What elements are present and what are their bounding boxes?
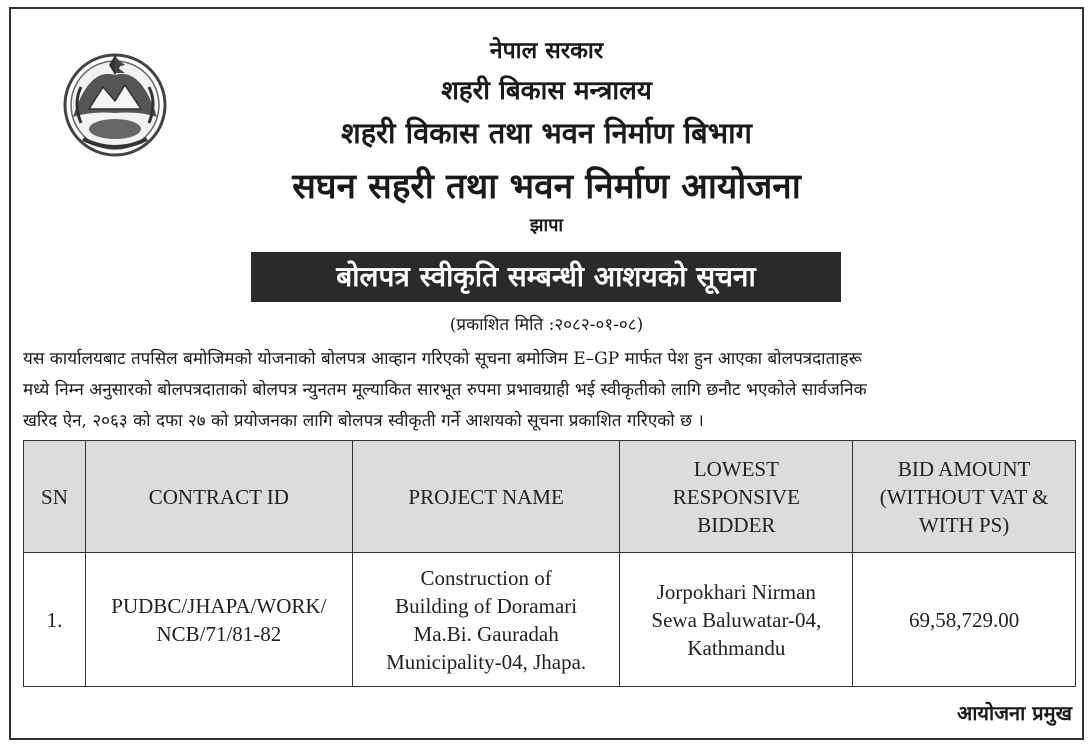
cell-bid-amount: 69,58,729.00 bbox=[853, 553, 1076, 687]
notice-frame bbox=[9, 7, 1084, 740]
published-date: (प्रकाशित मिति :२०८२-०१-०८) bbox=[449, 315, 644, 335]
notice-paragraph-line: खरिद ऐन, २०६३ को दफा २७ को प्रयोजनका लागि बोलपत्र स्वीकृती गर्ने आशयको सूचना प्रकाशित गरिएको छ । bbox=[23, 411, 704, 431]
notice-title-banner: बोलपत्र स्वीकृति सम्बन्धी आशयको सूचना bbox=[251, 252, 841, 302]
column-header-lowest-responsive-bidder: LOWEST RESPONSIVE BIDDER bbox=[620, 441, 853, 553]
column-header-bid-amount: BID AMOUNT (WITHOUT VAT & WITH PS) bbox=[853, 441, 1076, 553]
table-header-row bbox=[24, 441, 1076, 553]
ministry-title: शहरी बिकास मन्त्रालय bbox=[441, 76, 652, 106]
column-header-project-name: PROJECT NAME bbox=[352, 441, 620, 553]
government-title: नेपाल सरकार bbox=[489, 37, 604, 64]
department-title: शहरी विकास तथा भवन निर्माण बिभाग bbox=[341, 116, 752, 150]
project-office-title: सघन सहरी तथा भवन निर्माण आयोजना bbox=[292, 166, 801, 207]
table-row bbox=[24, 553, 1076, 687]
cell-sn: 1. bbox=[24, 553, 86, 687]
signature-title: आयोजना प्रमुख bbox=[956, 701, 1072, 725]
cell-project-name: Construction of Building of Doramari Ma.Bi. Gauradah Municipality-04, Jhapa. bbox=[352, 553, 620, 687]
bid-table bbox=[23, 440, 1076, 687]
notice-paragraph-line: यस कार्यालयबाट तपसिल बमोजिमको योजनाको बोलपत्र आव्हान गरिएको सूचना बमोजिम E–GP मार्फत पेश हुन आएका बोलपत्रदाताहरू bbox=[23, 349, 862, 369]
cell-bidder: Jorpokhari Nirman Sewa Baluwatar-04, Kathmandu bbox=[620, 553, 853, 687]
column-header-contract-id: CONTRACT ID bbox=[85, 441, 352, 553]
column-header-sn: SN bbox=[24, 441, 86, 553]
cell-contract-id: PUDBC/JHAPA/WORK/ NCB/71/81-82 bbox=[85, 553, 352, 687]
district-title: झापा bbox=[529, 215, 564, 236]
notice-paragraph-line: मध्ये निम्न अनुसारको बोलपत्रदाताको बोलपत्र न्युनतम मूल्याकित सारभूत रुपमा प्रभावग्राही भई स्वीकृतीको लागि छनौट भएकोले सार्वजनिक bbox=[23, 380, 867, 400]
